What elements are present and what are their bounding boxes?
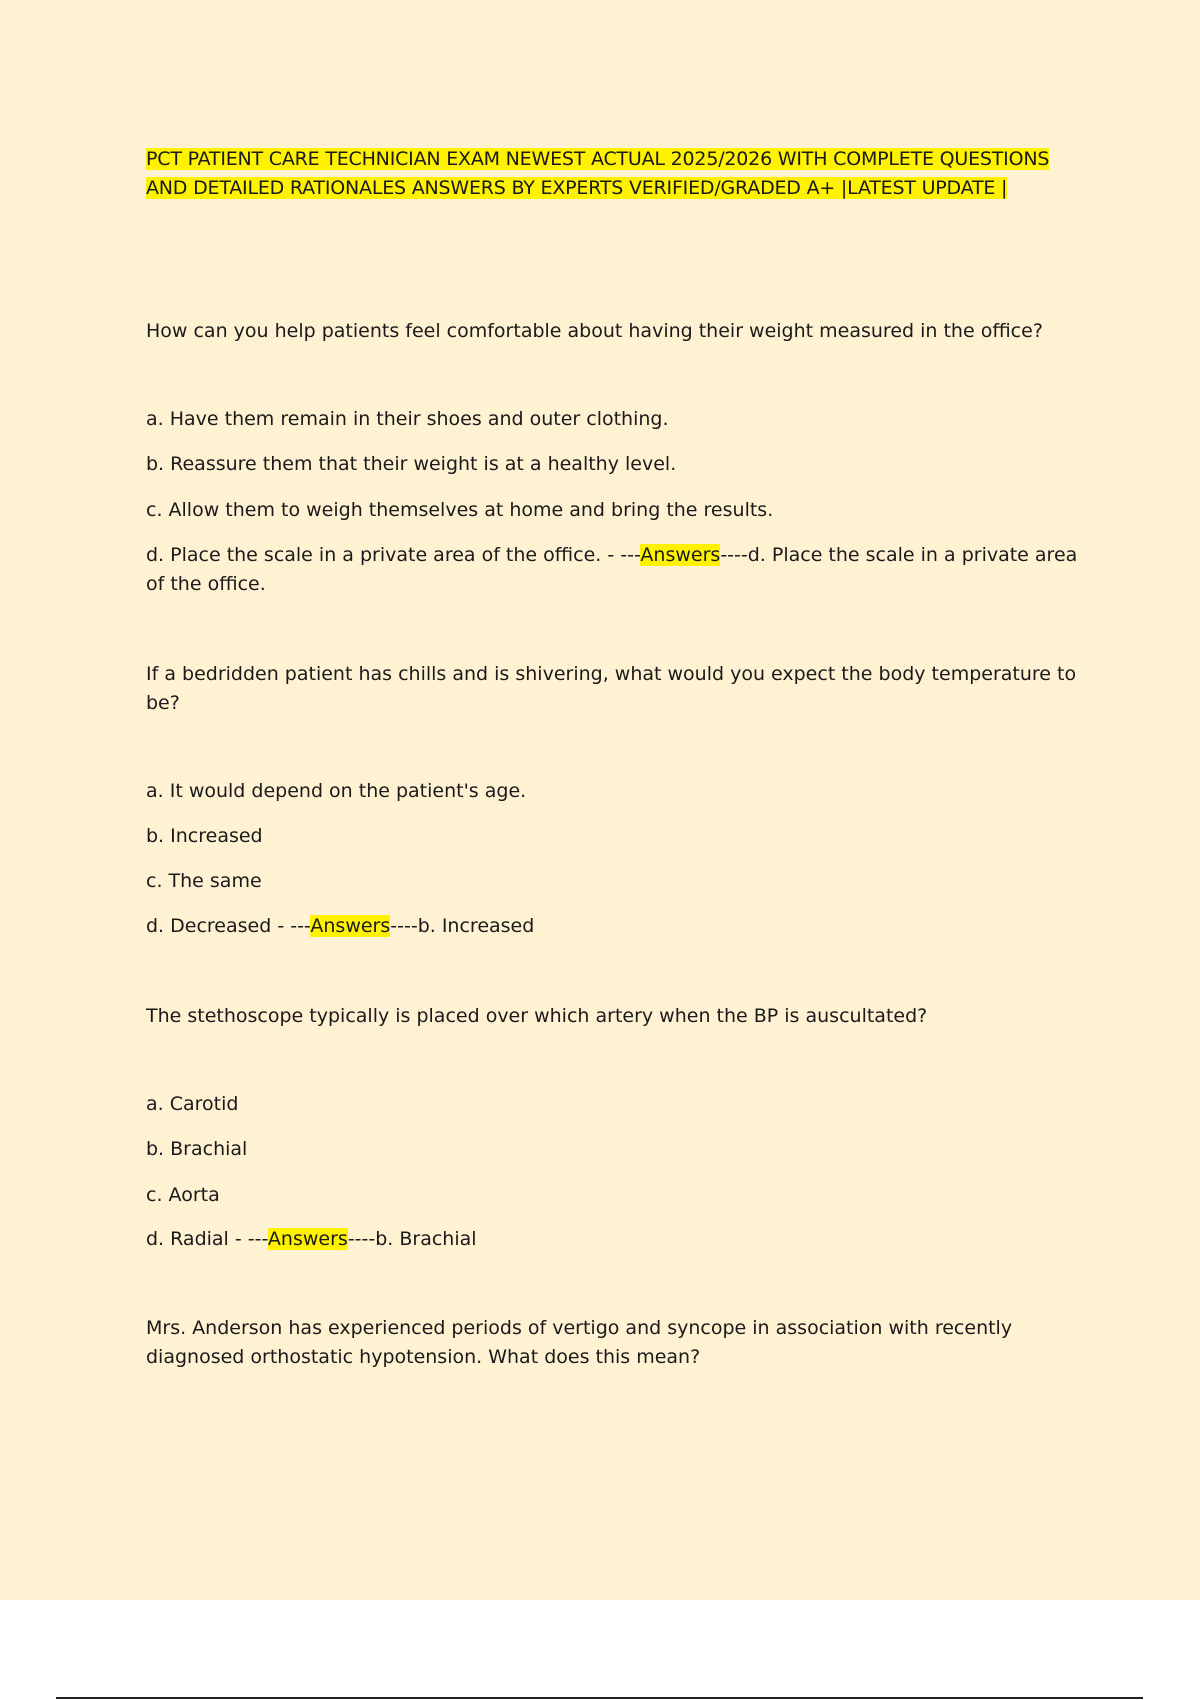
document-content xyxy=(146,145,1086,1372)
answer-text: ----b. Brachial xyxy=(347,1228,477,1250)
option-d-with-answer xyxy=(146,541,1086,599)
option-b: b. Brachial xyxy=(146,1138,248,1160)
question-2-prompt: If a bedridden patient has chills and is shivering, what would you expect the body temperature to be? xyxy=(146,663,1077,714)
answer-text: ----b. Increased xyxy=(390,915,535,937)
option-d: d. Decreased - --- xyxy=(146,915,311,937)
option-a: a. Have them remain in their shoes and outer clothing. xyxy=(146,408,669,430)
question-3-prompt: The stethoscope typically is placed over which artery when the BP is auscultated? xyxy=(146,1005,928,1027)
question-1-prompt: How can you help patients feel comfortable about having their weight measured in the office? xyxy=(146,320,1043,342)
option-c: c. Allow them to weigh themselves at home and bring the results. xyxy=(146,499,774,521)
option-d-with-answer xyxy=(146,912,1086,941)
question-3-options xyxy=(146,1090,1086,1254)
answers-marker: Answers xyxy=(267,1228,348,1250)
question-4-prompt: Mrs. Anderson has experienced periods of vertigo and syncope in association with recently diagnosed orthostatic hypotension. What does this mean? xyxy=(146,1317,1013,1368)
option-d-with-answer xyxy=(146,1225,1086,1254)
option-d: d. Radial - --- xyxy=(146,1228,268,1250)
option-c: c. The same xyxy=(146,870,262,892)
answer-text: ----d. Place the scale in a private area of the office. xyxy=(146,544,1078,595)
title-highlight: PCT PATIENT CARE TECHNICIAN EXAM NEWEST ACTUAL 2025/2026 WITH COMPLETE QUESTIONS AND DETAILED RATIONALES ANSWERS BY EXPERTS VERIFIED/GRADED A+ |LATEST UPDATE | xyxy=(146,148,1050,199)
answers-marker: Answers xyxy=(640,544,721,566)
question-1-options xyxy=(146,405,1086,599)
option-a: a. Carotid xyxy=(146,1093,239,1115)
option-d: d. Place the scale in a private area of the office. - --- xyxy=(146,544,641,566)
option-b: b. Reassure them that their weight is at a healthy level. xyxy=(146,453,677,475)
document-title xyxy=(146,145,1086,203)
footer-rule xyxy=(56,1697,1143,1699)
option-a: a. It would depend on the patient's age. xyxy=(146,780,527,802)
option-c: c. Aorta xyxy=(146,1184,220,1206)
answers-marker: Answers xyxy=(310,915,391,937)
option-b: b. Increased xyxy=(146,825,263,847)
question-2-options xyxy=(146,777,1086,941)
